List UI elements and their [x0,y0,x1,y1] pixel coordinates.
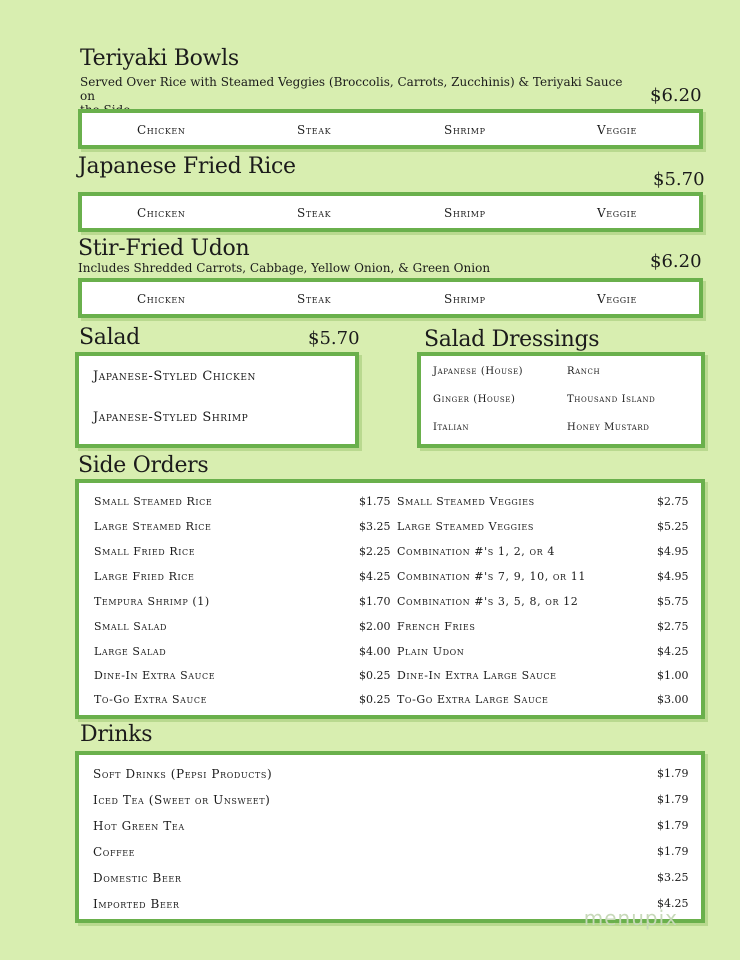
dressings-box [417,352,705,448]
side-item-row [79,495,701,515]
drink-price: $1.79 [657,793,689,806]
side-item-name: Small Fried Rice [94,545,196,558]
option-shrimp: Shrimp [444,206,486,220]
salad-box [75,352,359,448]
salad-price: $5.70 [308,328,360,349]
drink-row [79,767,701,787]
side-item-row [79,669,701,689]
drink-row [79,845,701,865]
drink-name: Soft Drinks (Pepsi Products) [93,767,273,781]
salad-item: Japanese-Styled Chicken [93,369,256,384]
side-item-price: $1.75 [359,495,391,508]
side-item-price: $2.00 [359,620,391,633]
drink-row [79,819,701,839]
drink-name: Domestic Beer [93,871,182,885]
side-item-price: $3.00 [657,693,689,706]
udon-title: Stir-Fried Udon [78,236,250,261]
side-item-price: $0.25 [359,669,391,682]
side-item-price: $4.25 [657,645,689,658]
side-item-price: $2.25 [359,545,391,558]
option-steak: Steak [297,206,332,220]
fried-rice-price: $5.70 [653,169,705,190]
option-chicken: Chicken [137,123,186,137]
side-item-row [79,545,701,565]
option-steak: Steak [297,123,332,137]
option-steak: Steak [297,292,332,306]
side-item-price: $5.75 [657,595,689,608]
udon-options-box [78,278,703,318]
udon-price: $6.20 [650,251,702,272]
drink-name: Coffee [93,845,136,859]
side-item-name: Small Steamed Rice [94,495,213,508]
fried-rice-title: Japanese Fried Rice [78,154,296,179]
side-item-name: Plain Udon [397,645,465,658]
side-item-row [79,645,701,665]
side-item-name: Dine-In Extra Large Sauce [397,669,557,682]
teriyaki-options-box [78,109,703,149]
dressing-item: Thousand Island [567,394,656,405]
sides-title: Side Orders [78,453,209,478]
side-item-price: $1.70 [359,595,391,608]
side-item-price: $5.25 [657,520,689,533]
drinks-box [75,751,705,923]
side-item-name: Large Salad [94,645,167,658]
side-item-name: Large Fried Rice [94,570,195,583]
side-item-name: To-Go Extra Sauce [94,693,208,706]
drink-price: $4.25 [657,897,689,910]
side-item-name: Large Steamed Rice [94,520,212,533]
option-shrimp: Shrimp [444,292,486,306]
drink-price: $1.79 [657,767,689,780]
option-chicken: Chicken [137,206,186,220]
side-item-price: $2.75 [657,495,689,508]
teriyaki-price: $6.20 [650,85,702,106]
drink-price: $1.79 [657,819,689,832]
drink-row [79,871,701,891]
side-item-row [79,693,701,713]
dressing-item: Japanese (House) [433,366,524,377]
side-item-name: Combination #'s 3, 5, 8, or 12 [397,595,579,608]
drink-price: $1.79 [657,845,689,858]
drink-row [79,793,701,813]
drinks-title: Drinks [80,722,153,747]
salad-item: Japanese-Styled Shrimp [93,410,249,425]
option-veggie: Veggie [597,206,637,220]
side-item-price: $3.25 [359,520,391,533]
side-item-name: Large Steamed Veggies [397,520,534,533]
side-item-name: Combination #'s 7, 9, 10, or 11 [397,570,586,583]
side-item-price: $4.95 [657,545,689,558]
side-item-price: $2.75 [657,620,689,633]
salad-title: Salad [79,325,140,350]
side-item-name: Small Salad [94,620,168,633]
side-item-name: Combination #'s 1, 2, or 4 [397,545,555,558]
option-shrimp: Shrimp [444,123,486,137]
side-item-price: $4.00 [359,645,391,658]
dressing-item: Ginger (House) [433,394,516,405]
side-item-price: $1.00 [657,669,689,682]
dressing-item: Ranch [567,366,601,377]
udon-description: Includes Shredded Carrots, Cabbage, Yellow Onion, & Green Onion [78,261,491,275]
option-chicken: Chicken [137,292,186,306]
side-item-name: French Fries [397,620,476,633]
watermark-text: menupix [583,906,678,930]
drink-name: Imported Beer [93,897,180,911]
side-item-row [79,570,701,590]
dressing-item: Italian [433,422,470,433]
option-veggie: Veggie [597,123,637,137]
fried-rice-options-box [78,192,703,232]
side-item-name: Small Steamed Veggies [397,495,535,508]
dressing-item: Honey Mustard [567,422,650,433]
drink-name: Iced Tea (Sweet or Unsweet) [93,793,271,807]
drink-name: Hot Green Tea [93,819,185,833]
side-item-name: Dine-In Extra Sauce [94,669,216,682]
option-veggie: Veggie [597,292,637,306]
drink-price: $3.25 [657,871,689,884]
dressings-title: Salad Dressings [424,327,600,352]
side-item-row [79,620,701,640]
teriyaki-title: Teriyaki Bowls [80,46,239,71]
sides-box [75,479,705,719]
side-item-row [79,520,701,540]
side-item-row [79,595,701,615]
side-item-price: $4.25 [359,570,391,583]
teriyaki-desc-line1: Served Over Rice with Steamed Veggies (Broccolis, Carrots, Zucchinis) & Teriyaki Sauce on [80,75,623,103]
side-item-price: $4.95 [657,570,689,583]
side-item-name: Tempura Shrimp (1) [94,595,210,608]
side-item-name: To-Go Extra Large Sauce [397,693,549,706]
side-item-price: $0.25 [359,693,391,706]
